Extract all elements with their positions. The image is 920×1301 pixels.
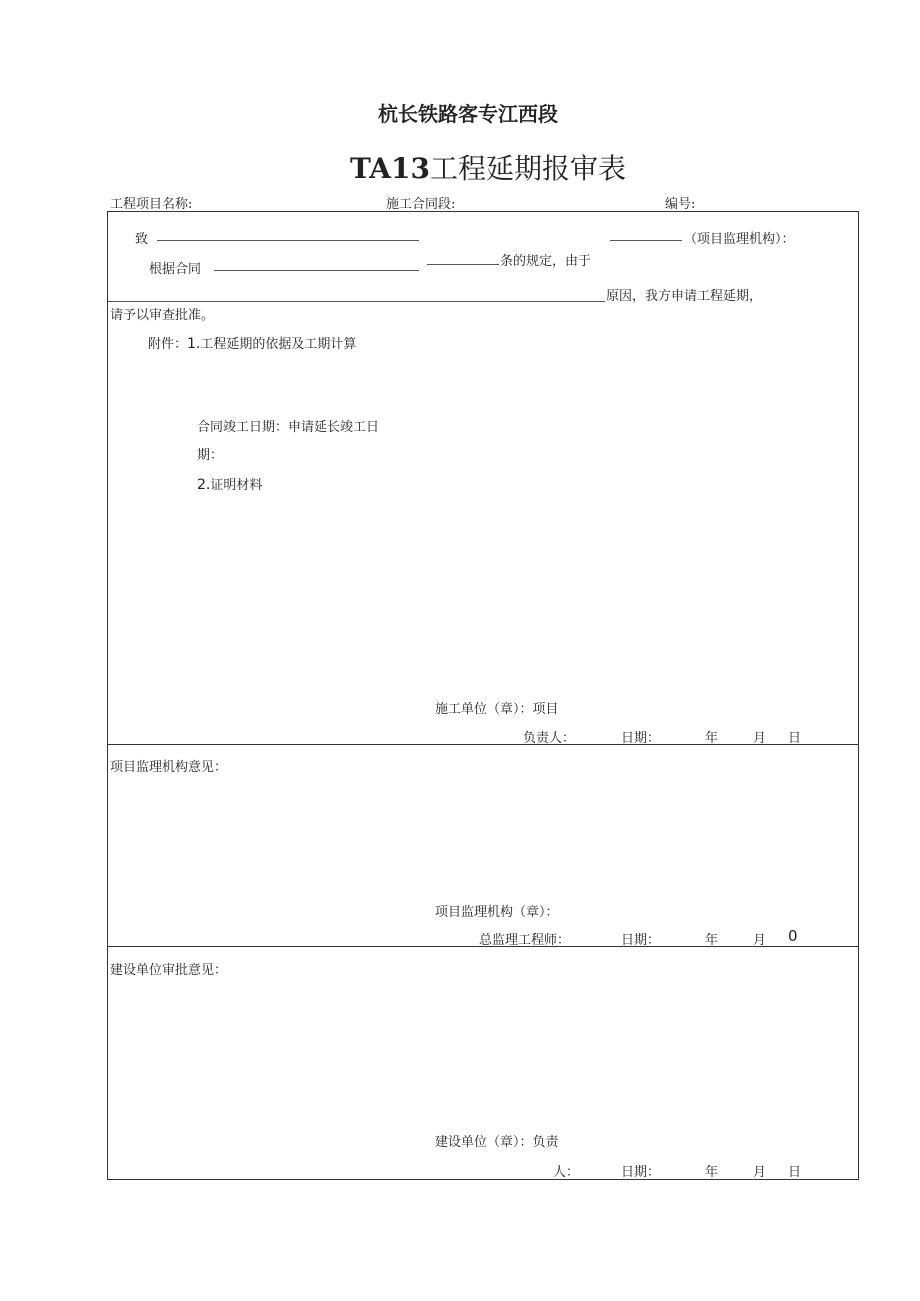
please-approve-text: 请予以审查批准。	[110, 308, 215, 323]
supervisor-date-label: 日期：	[621, 933, 661, 948]
title-code: TA13	[350, 152, 430, 185]
attachment-2	[197, 474, 262, 493]
attachment-label: 附件：	[148, 337, 188, 352]
title-text: 工程延期报审表	[430, 152, 627, 185]
owner-day-label: 日	[788, 1165, 802, 1180]
contractor-seal-label: 施工单位（章）：项目	[435, 702, 559, 717]
owner-seal-label: 建设单位（章）：负责	[435, 1135, 559, 1150]
reason-text: 原因，我方申请工程延期，	[606, 289, 763, 304]
contract-blank[interactable]	[214, 270, 419, 271]
supervisor-org-blank[interactable]	[610, 240, 682, 241]
clause-blank[interactable]	[427, 264, 499, 265]
supervisor-month-label: 月	[753, 933, 767, 948]
document-subtitle: 杭长铁路客专江西段	[378, 102, 558, 126]
recipient-blank[interactable]	[157, 240, 419, 241]
supervisor-day-label: 0	[788, 927, 798, 945]
owner-month-label: 月	[753, 1165, 767, 1180]
according-contract-label: 根据合同	[149, 262, 202, 277]
section-divider-1	[108, 744, 858, 745]
form-table	[107, 211, 859, 1180]
owner-opinion-label: 建设单位审批意见：	[110, 963, 228, 978]
document-title	[350, 147, 626, 187]
contract-section-label: 施工合同段:	[386, 197, 456, 212]
attachment2-text: 证明材料	[210, 478, 263, 493]
to-label: 致	[135, 232, 149, 247]
manager-label: 负责人：	[523, 731, 576, 746]
chief-supervisor-label: 总监理工程师：	[479, 933, 571, 948]
attachment-1	[148, 333, 356, 352]
owner-person-label: 人：	[553, 1165, 580, 1180]
day-label: 日	[788, 731, 802, 746]
supervisor-year-label: 年	[705, 933, 719, 948]
attachment1-text: 工程延期的依据及工期计算	[200, 337, 357, 352]
date-label: 日期：	[621, 731, 661, 746]
month-label: 月	[753, 731, 767, 746]
owner-date-label: 日期：	[621, 1165, 661, 1180]
attachment1-number: 1.	[187, 336, 201, 352]
project-name-label: 工程项目名称:	[110, 197, 193, 212]
supervisor-seal-label: 项目监理机构（章）：	[435, 905, 559, 920]
number-label: 编号:	[665, 197, 696, 212]
owner-year-label: 年	[705, 1165, 719, 1180]
attachment2-number: 2.	[197, 477, 211, 493]
reason-blank[interactable]	[108, 301, 605, 302]
contract-completion-label: 合同竣工日期：申请延长竣工日	[197, 420, 380, 435]
supervisor-org-label: （项目监理机构）：	[684, 232, 795, 247]
supervisor-opinion-label: 项目监理机构意见：	[110, 760, 228, 775]
clause-text: 条的规定，由于	[500, 254, 592, 269]
year-label: 年	[705, 731, 719, 746]
period-label: 期：	[197, 448, 224, 463]
